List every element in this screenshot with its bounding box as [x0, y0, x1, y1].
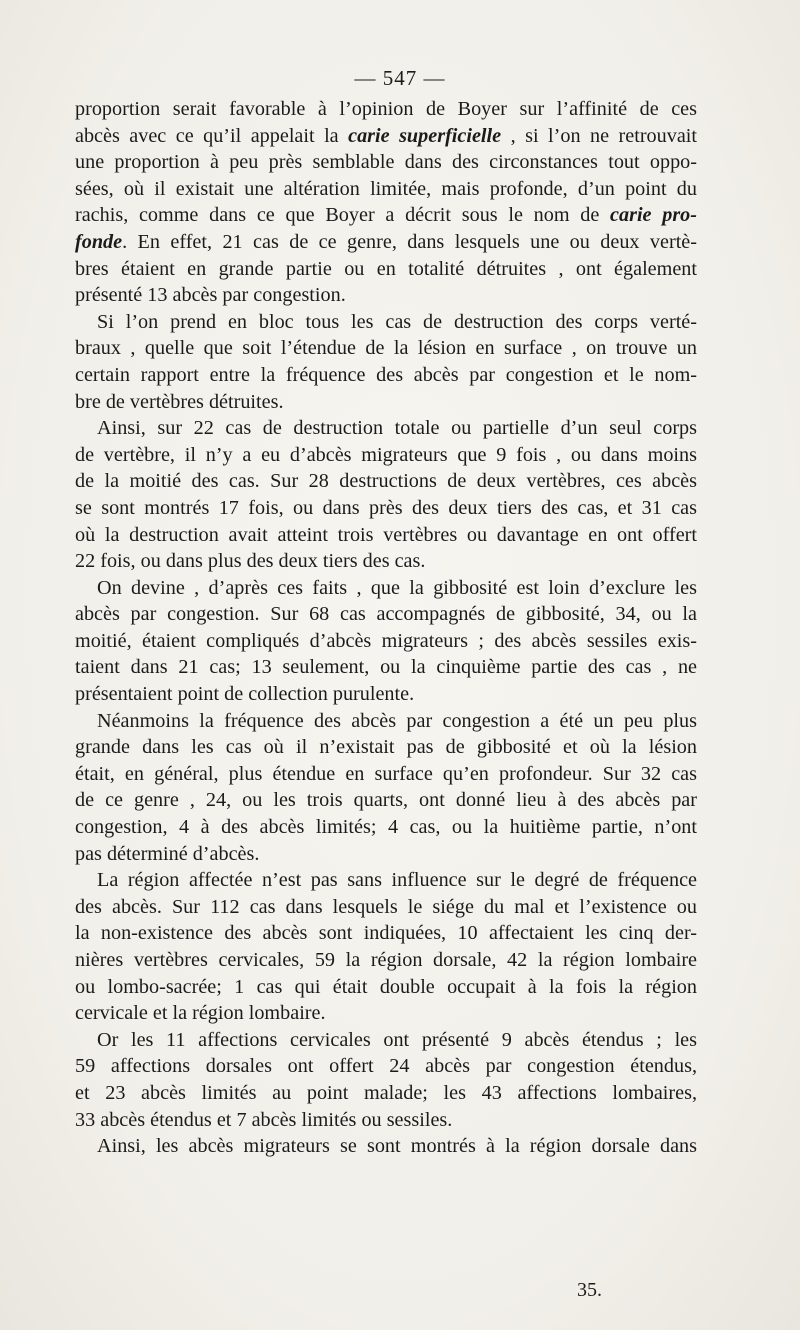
line-text: Néanmoins la fréquence des abcès par congestion a été un peu plus — [97, 709, 697, 732]
text-line — [75, 974, 697, 1001]
line-text: pas déterminé d’abcès. — [75, 842, 260, 865]
line-text: cervicale et la région lombaire. — [75, 1002, 326, 1025]
text-line — [75, 96, 697, 123]
text-line — [75, 761, 697, 788]
text-line — [75, 123, 697, 150]
line-text: présentaient point de collection purulente. — [75, 683, 415, 706]
text-line — [75, 867, 697, 894]
text-line — [75, 894, 697, 921]
text-line — [75, 202, 697, 229]
text-line — [75, 495, 697, 522]
signature-mark: 35. — [577, 1279, 602, 1301]
line-text: et 23 abcès limités au point malade; les 43 affections lombaires, — [75, 1081, 697, 1104]
text-line — [75, 841, 697, 868]
text-line — [75, 468, 697, 495]
text-line — [75, 522, 697, 549]
line-text: Si l’on prend en bloc tous les cas de destruction des corps verté- — [97, 310, 697, 333]
text-line — [75, 442, 697, 469]
line-text: certain rapport entre la fréquence des abcès par congestion et le nom- — [75, 363, 697, 386]
line-text: ou lombo-sacrée; 1 cas qui était double occupait à la fois la région — [75, 975, 697, 998]
line-text: braux , quelle que soit l’étendue de la lésion en surface , on trouve un — [75, 337, 697, 360]
text-line — [75, 176, 697, 203]
text-line — [75, 256, 697, 283]
line-text: bre de vertèbres détruites. — [75, 390, 284, 413]
page-number: — 547 — — [354, 66, 446, 90]
text-line — [75, 814, 697, 841]
text-line — [75, 947, 697, 974]
line-text: de vertèbre, il n’y a eu d’abcès migrateurs que 9 fois , ou dans moins — [75, 443, 697, 466]
line-text: de ce genre , 24, ou les trois quarts, ont donné lieu à des abcès par — [75, 789, 697, 812]
line-text: de la moitié des cas. Sur 28 destructions de deux vertèbres, ces abcès — [75, 470, 697, 493]
line-text: la non-existence des abcès sont indiquées, 10 affectaient les cinq der- — [75, 922, 697, 945]
text-line — [75, 1053, 697, 1080]
line-text: grande dans les cas où il n’existait pas de gibbosité et où la lésion — [75, 736, 697, 759]
text-line — [75, 1107, 697, 1134]
text-line — [75, 628, 697, 655]
italic-term: fonde — [75, 230, 123, 253]
line-text: congestion, 4 à des abcès limités; 4 cas, ou la huitième partie, n’ont — [75, 816, 697, 839]
text-line — [75, 149, 697, 176]
line-text: . En effet, 21 cas de ce genre, dans lesquels une ou deux vertè- — [122, 230, 697, 253]
body-text — [75, 96, 697, 1160]
text-line — [75, 601, 697, 628]
line-text: rachis, comme dans ce que Boyer a décrit sous le nom de — [75, 204, 611, 227]
text-line — [75, 1027, 697, 1054]
text-line — [75, 415, 697, 442]
text-line — [75, 1133, 697, 1160]
line-text: proportion serait favorable à l’opinion de Boyer sur l’affinité de ces — [75, 98, 697, 120]
line-text: nières vertèbres cervicales, 59 la région dorsale, 42 la région lombaire — [75, 949, 697, 971]
text-line — [75, 1000, 697, 1027]
line-text: une proportion à peu près semblable dans des circonstances tout oppo- — [75, 151, 697, 174]
line-text: taient dans 21 cas; 13 seulement, ou la cinquième partie des cas , ne — [75, 656, 697, 679]
line-text: , si l’on ne retrouvait — [501, 124, 697, 147]
text-line — [75, 335, 697, 362]
line-text: abcès avec ce qu’il appelait la — [75, 124, 349, 147]
text-line — [75, 548, 697, 575]
text-line — [75, 309, 697, 336]
line-text: bres étaient en grande partie ou en totalité détruites , ont également — [75, 257, 697, 280]
text-line — [75, 1080, 697, 1107]
line-text: se sont montrés 17 fois, ou dans près des deux tiers des cas, et 31 cas — [75, 496, 697, 519]
line-text: On devine , d’après ces faits , que la gibbosité est loin d’exclure les — [97, 576, 697, 599]
text-line — [75, 362, 697, 389]
text-line — [75, 787, 697, 814]
line-text: 22 fois, ou dans plus des deux tiers des cas. — [75, 550, 426, 573]
italic-term: carie superficielle — [348, 124, 502, 147]
text-line — [75, 681, 697, 708]
line-text: 33 abcès étendus et 7 abcès limités ou sessiles. — [75, 1108, 453, 1131]
line-text: La région affectée n’est pas sans influence sur le degré de fréquence — [97, 869, 697, 892]
italic-term: carie pro- — [610, 204, 697, 227]
line-text: des abcès. Sur 112 cas dans lesquels le siége du mal et l’existence ou — [75, 895, 697, 918]
text-line — [75, 708, 697, 735]
line-text: où la destruction avait atteint trois vertèbres ou davantage en ont offert — [75, 523, 697, 546]
line-text: était, en général, plus étendue en surface qu’en profondeur. Sur 32 cas — [75, 762, 697, 785]
text-line — [75, 654, 697, 681]
line-text: Ainsi, les abcès migrateurs se sont montrés à la région dorsale dans — [97, 1135, 697, 1158]
line-text: Or les 11 affections cervicales ont présenté 9 abcès étendus ; les — [97, 1028, 697, 1051]
line-text: Ainsi, sur 22 cas de destruction totale ou partielle d’un seul corps — [97, 417, 697, 440]
text-line — [75, 282, 697, 309]
text-line — [75, 389, 697, 416]
line-text: moitié, étaient compliqués d’abcès migrateurs ; des abcès sessiles exis- — [75, 629, 697, 652]
line-text: 59 affections dorsales ont offert 24 abcès par congestion étendus, — [75, 1055, 697, 1078]
text-line — [75, 229, 697, 256]
text-line — [75, 734, 697, 761]
text-line — [75, 575, 697, 602]
line-text: présenté 13 abcès par congestion. — [75, 284, 346, 307]
text-line — [75, 920, 697, 947]
line-text: sées, où il existait une altération limitée, mais profonde, d’un point du — [75, 177, 697, 200]
line-text: abcès par congestion. Sur 68 cas accompagnés de gibbosité, 34, ou la — [75, 603, 697, 626]
